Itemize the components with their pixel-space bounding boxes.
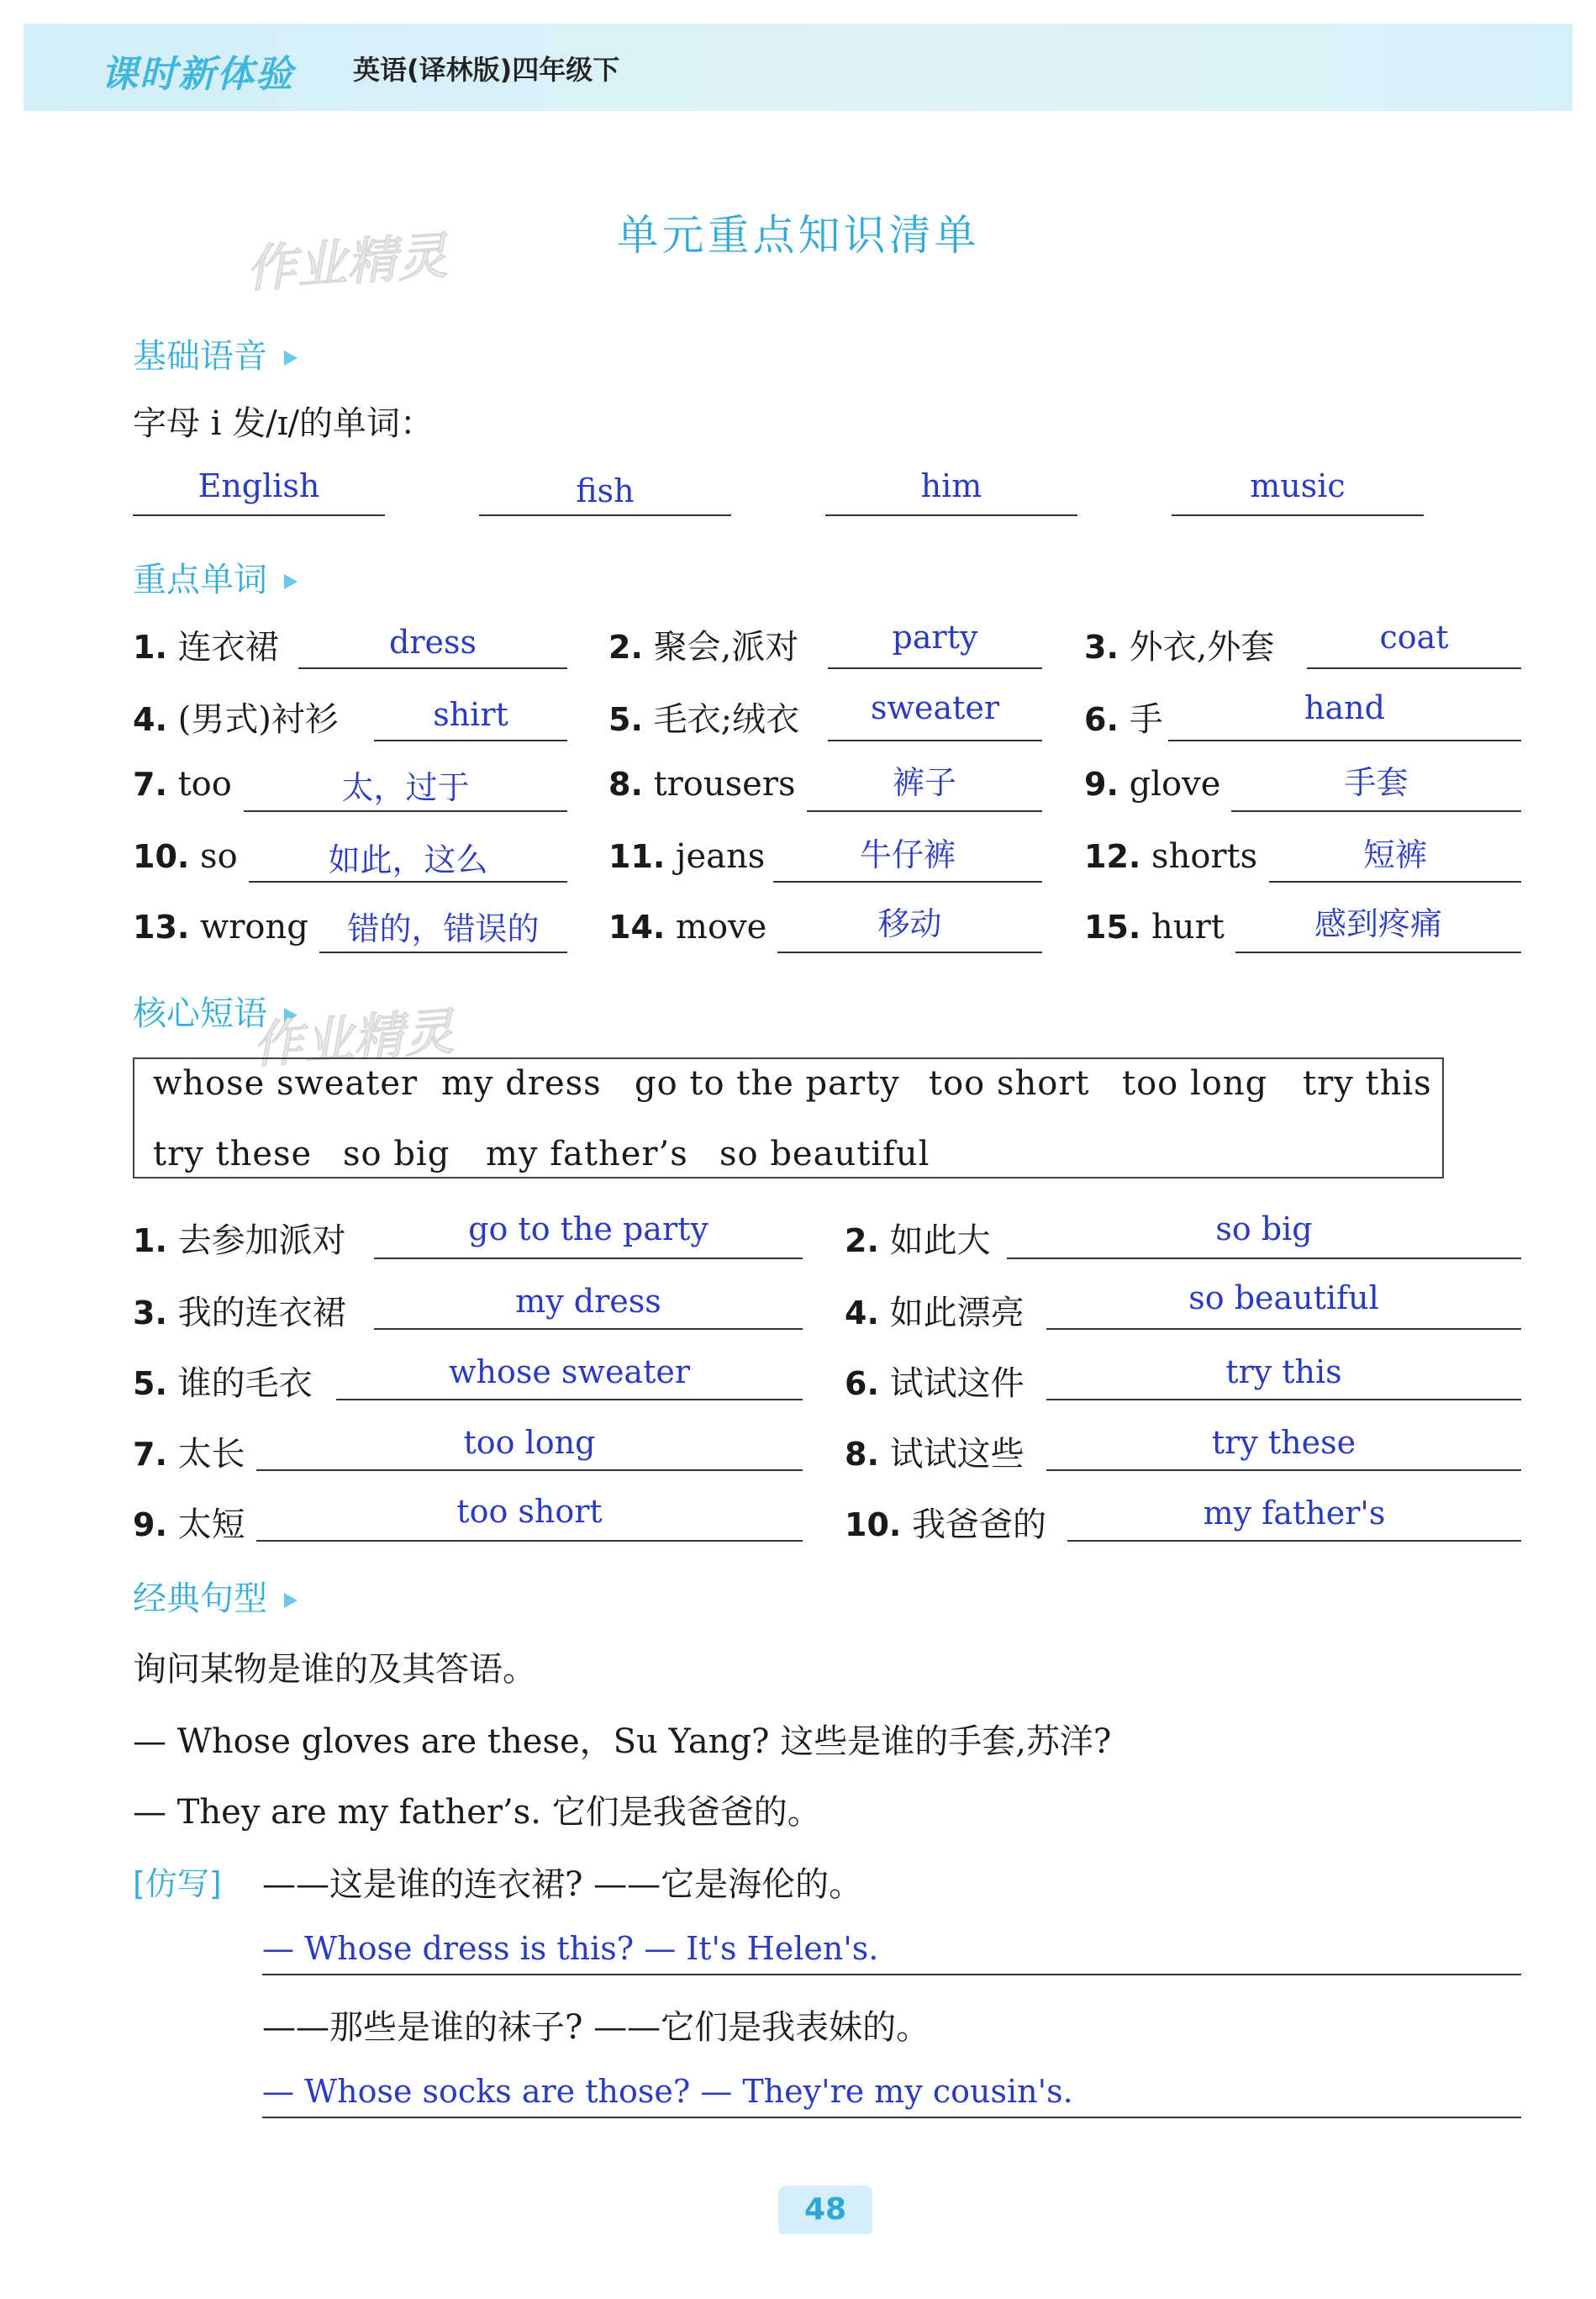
vocab-item: 8. trousers bbox=[608, 765, 796, 804]
example-answer: — They are my father’s. 它们是我爸爸的。 bbox=[133, 1793, 821, 1832]
vocab-answer: 移动 bbox=[877, 905, 942, 942]
answer-line bbox=[298, 667, 567, 669]
watermark: 作业精灵 bbox=[244, 226, 450, 300]
brand-logo: 课时新体验 bbox=[101, 53, 294, 96]
phrase-answer: so big bbox=[1215, 1210, 1313, 1247]
page-number: 48 bbox=[803, 2192, 847, 2227]
phrase-answer: go to the party bbox=[468, 1210, 708, 1247]
answer-line bbox=[1231, 810, 1521, 812]
phrase-item: 2. 如此大 bbox=[845, 1221, 991, 1260]
sentence-intro: 询问某物是谁的及其答语。 bbox=[133, 1650, 536, 1689]
watermark: 作业精灵 bbox=[250, 1002, 456, 1076]
imitation-task: ——这是谁的连衣裙? ——它是海伦的。 bbox=[262, 1865, 863, 1904]
vocab-answer: 感到疼痛 bbox=[1314, 905, 1442, 942]
answer-line bbox=[319, 952, 567, 953]
phrase: go to the party bbox=[635, 1064, 900, 1103]
vocab-item: 6. 手 bbox=[1084, 700, 1163, 739]
phonics-answer: him bbox=[920, 467, 982, 504]
vocab-item: 4. (男式)衬衫 bbox=[133, 700, 339, 739]
example-question: — Whose gloves are these，Su Yang? 这些是谁的手套,苏洋? bbox=[133, 1722, 1112, 1761]
answer-line bbox=[1067, 1540, 1521, 1542]
phrase-item: 1. 去参加派对 bbox=[133, 1221, 346, 1260]
answer-line bbox=[256, 1469, 803, 1471]
answer-line bbox=[825, 514, 1077, 516]
phrase: whose sweater bbox=[153, 1064, 419, 1103]
section-heading-vocab: 重点单词 bbox=[133, 553, 298, 601]
answer-line bbox=[1235, 952, 1521, 953]
answer-line bbox=[828, 740, 1042, 741]
imitation-answer: — Whose socks are those? — They're my cousin's. bbox=[262, 2073, 1073, 2110]
phrase: so big bbox=[343, 1135, 450, 1173]
phonics-answer: fish bbox=[576, 472, 635, 509]
phonics-answer: music bbox=[1250, 467, 1346, 504]
phrase-item: 5. 谁的毛衣 bbox=[133, 1364, 313, 1403]
vocab-answer: 短裤 bbox=[1362, 836, 1427, 873]
phrase-item: 8. 试试这些 bbox=[845, 1435, 1024, 1474]
vocab-answer: shirt bbox=[433, 696, 508, 733]
answer-line bbox=[374, 1328, 803, 1330]
imitation-answer: — Whose dress is this? — It's Helen's. bbox=[262, 1930, 879, 1967]
vocab-answer: hand bbox=[1304, 689, 1385, 726]
vocab-item: 7. too bbox=[133, 765, 232, 804]
vocab-item: 5. 毛衣;绒衣 bbox=[608, 700, 800, 739]
phrase-item: 7. 太长 bbox=[133, 1435, 245, 1474]
phrase-item: 4. 如此漂亮 bbox=[845, 1294, 1024, 1332]
answer-line bbox=[262, 2117, 1521, 2118]
answer-line bbox=[133, 514, 385, 516]
phrase-answer: try this bbox=[1225, 1353, 1342, 1390]
answer-line bbox=[256, 1540, 803, 1542]
answer-line bbox=[1046, 1399, 1521, 1400]
section-heading-phrases: 核心短语 bbox=[133, 987, 298, 1035]
page-title: 单元重点知识清单 bbox=[616, 211, 980, 260]
answer-line bbox=[1007, 1258, 1521, 1259]
phrase-item: 6. 试试这件 bbox=[845, 1364, 1024, 1403]
vocab-answer: 太，过于 bbox=[341, 769, 470, 806]
phrase-answer: my father's bbox=[1203, 1495, 1386, 1532]
vocab-answer: party bbox=[892, 619, 978, 656]
answer-line bbox=[1307, 667, 1521, 669]
vocab-item: 10. so bbox=[133, 837, 238, 876]
answer-line bbox=[773, 881, 1042, 883]
vocab-answer: 手套 bbox=[1344, 764, 1409, 801]
answer-line bbox=[1168, 740, 1521, 741]
phonics-answer: English bbox=[198, 467, 320, 504]
vocab-item: 13. wrong bbox=[133, 908, 308, 946]
phrase-item: 3. 我的连衣裙 bbox=[133, 1294, 346, 1332]
answer-line bbox=[374, 1258, 803, 1259]
vocab-item: 2. 聚会,派对 bbox=[608, 628, 799, 667]
vocab-answer: dress bbox=[389, 624, 477, 661]
phonics-prompt: 字母 i 发/ɪ/的单词： bbox=[133, 404, 434, 443]
vocab-answer: coat bbox=[1379, 619, 1449, 656]
phrase: try these bbox=[153, 1135, 313, 1173]
phrase-answer: so beautiful bbox=[1188, 1279, 1379, 1316]
phrase: my dress bbox=[441, 1064, 602, 1103]
vocab-answer: 牛仔裤 bbox=[859, 836, 956, 873]
book-title: 英语(译林版)四年级下 bbox=[353, 54, 620, 86]
answer-line bbox=[374, 740, 567, 741]
arrow-icon bbox=[284, 1593, 298, 1608]
phrase-answer: too long bbox=[463, 1424, 596, 1461]
phrase: try this bbox=[1303, 1064, 1432, 1103]
answer-line bbox=[828, 667, 1042, 669]
vocab-item: 9. glove bbox=[1084, 765, 1221, 804]
imitation-label: [仿写] bbox=[133, 1865, 222, 1902]
phrase: too short bbox=[929, 1064, 1090, 1103]
phrase: too long bbox=[1122, 1064, 1268, 1103]
section-heading-sentences: 经典句型 bbox=[133, 1572, 298, 1620]
answer-line bbox=[777, 952, 1042, 953]
vocab-answer: 裤子 bbox=[892, 764, 956, 801]
vocab-item: 15. hurt bbox=[1084, 908, 1225, 946]
vocab-item: 11. jeans bbox=[608, 837, 766, 876]
section-heading-phonics: 基础语音 bbox=[133, 330, 298, 377]
vocab-answer: 错的，错误的 bbox=[347, 910, 540, 947]
vocab-item: 14. move bbox=[608, 908, 767, 946]
answer-line bbox=[1269, 881, 1521, 883]
phrase-answer: too short bbox=[456, 1493, 603, 1530]
answer-line bbox=[249, 881, 567, 883]
answer-line bbox=[807, 810, 1042, 812]
vocab-item: 3. 外衣,外套 bbox=[1084, 628, 1275, 667]
phrase-answer: whose sweater bbox=[448, 1353, 691, 1390]
answer-line bbox=[1046, 1328, 1521, 1330]
arrow-icon bbox=[284, 351, 298, 366]
vocab-item: 1. 连衣裙 bbox=[133, 628, 279, 667]
phrase: my father’s bbox=[486, 1135, 688, 1173]
vocab-answer: 如此，这么 bbox=[328, 841, 488, 878]
imitation-task: ——那些是谁的袜子? ——它们是我表妹的。 bbox=[262, 2008, 930, 2047]
answer-line bbox=[1172, 514, 1424, 516]
answer-line bbox=[262, 1974, 1521, 1975]
answer-line bbox=[336, 1399, 803, 1400]
phrase-answer: try these bbox=[1211, 1424, 1356, 1461]
phrase-item: 10. 我爸爸的 bbox=[845, 1505, 1047, 1544]
answer-line bbox=[479, 514, 731, 516]
answer-line bbox=[244, 810, 567, 812]
vocab-item: 12. shorts bbox=[1084, 837, 1258, 876]
phrase-answer: my dress bbox=[515, 1283, 661, 1320]
phrase-item: 9. 太短 bbox=[133, 1505, 245, 1544]
phrase: so beautiful bbox=[719, 1135, 930, 1173]
arrow-icon bbox=[284, 574, 298, 589]
vocab-answer: sweater bbox=[870, 689, 1000, 726]
answer-line bbox=[1046, 1469, 1521, 1471]
